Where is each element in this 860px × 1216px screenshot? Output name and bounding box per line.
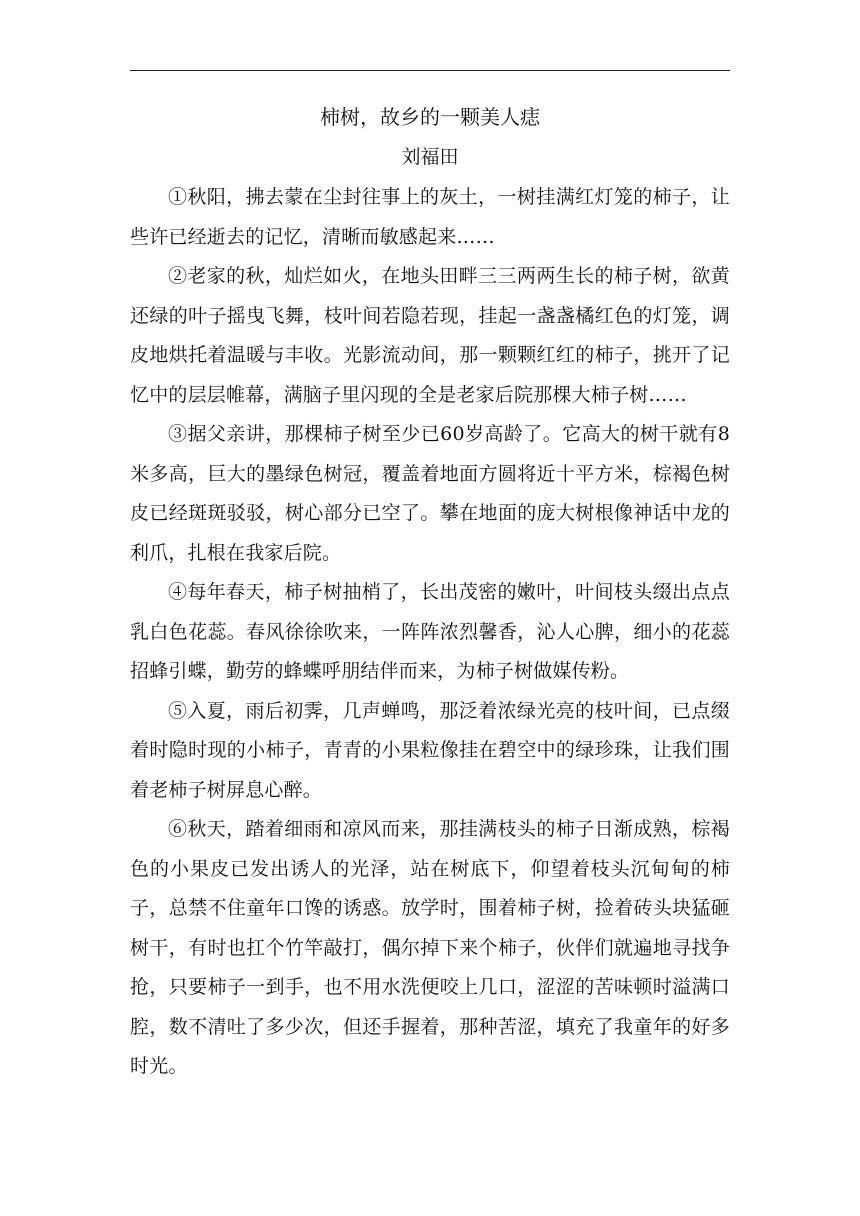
- paragraph-3: ③据父亲讲，那棵柿子树至少已60岁高龄了。它高大的树干就有8米多高，巨大的墨绿色树冠，覆盖着地面方圆将近十平方米，棕褐色树皮已经斑斑驳驳，树心部分已空了。攀在地面的庞大树根像神话中龙的利爪，扎根在我家后院。: [130, 423, 730, 564]
- paragraph-6: ⑥秋天，踏着细雨和凉风而来，那挂满枝头的柿子日渐成熟，棕褐色的小果皮已发出诱人的光泽，站在树底下，仰望着枝头沉甸甸的柿子，总禁不住童年口馋的诱惑。放学时，围着柿子树，捡着砖头块猛砸树干，有时也扛个竹竿敲打，偶尔掉下来个柿子，伙伴们就遍地寻找争抢，只要柿子一到手，也不用水洗便咬上几口，涩涩的苦味顿时溢满口腔，数不清吐了多少次，但还手握着，那种苦涩，填充了我童年的好多时光。: [130, 818, 730, 1077]
- article-title: 柿树，故乡的一颗美人痣: [320, 105, 540, 129]
- paragraph-5: ⑤入夏，雨后初霁，几声蝉鸣，那泛着浓绿光亮的枝叶间，已点缀着时隐时现的小柿子，青青的小果粒像挂在碧空中的绿珍珠，让我们围着老柿子树屏息心醉。: [130, 699, 730, 801]
- paragraph-4: ④每年春天，柿子树抽梢了，长出茂密的嫩叶，叶间枝头缀出点点乳白色花蕊。春风徐徐吹来，一阵阵浓烈馨香，沁人心脾，细小的花蕊招蜂引蝶，勤劳的蜂蝶呼朋结伴而来，为柿子树做媒传粉。: [130, 581, 730, 682]
- article-author: 刘福田: [401, 146, 459, 168]
- paragraph-1: ①秋阳，拂去蒙在尘封往事上的灰土，一树挂满红灯笼的柿子，让些许已经逝去的记忆，清晰而敏感起来……: [130, 186, 730, 248]
- paragraph-2: ②老家的秋，灿烂如火，在地头田畔三三两两生长的柿子树，欲黄还绿的叶子摇曳飞舞，枝叶间若隐若现，挂起一盏盏橘红色的灯笼，调皮地烘托着温暖与丰收。光影流动间，那一颗颗红红的柿子，挑开了记忆中的层层帷幕，满脑子里闪现的全是老家后院那棵大柿子树……: [130, 265, 730, 406]
- article-body: [130, 178, 730, 1087]
- top-rule: [130, 70, 730, 71]
